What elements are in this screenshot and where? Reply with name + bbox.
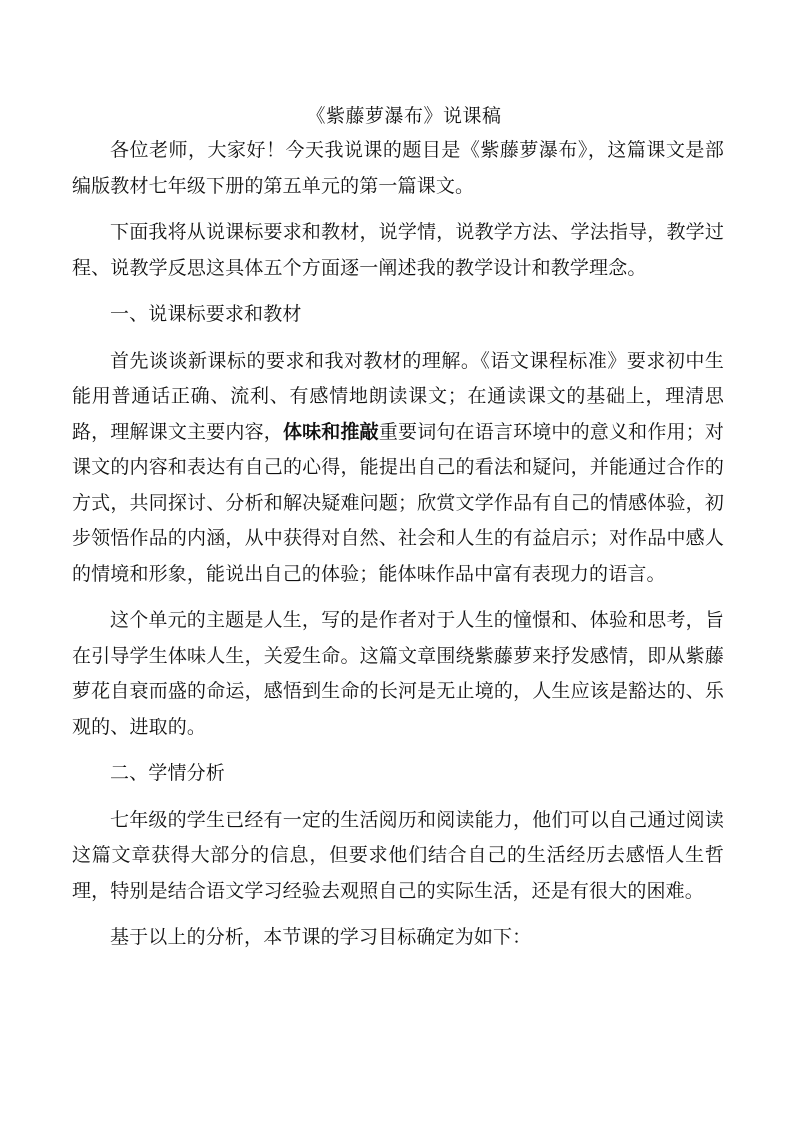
section1-paragraph-1-text-b: 重要词句在语言环境中的意义和作用；对课文的内容和表达有自己的心得，能提出自己的看法和疑问，并能通过合作的方式，共同探讨、分析和解决疑难问题；欣赏文学作品有自己的情感体验，初步领悟作品的内涵，从中获得对自然、社会和人生的有益启示；对作品中感人的情境和形象，能说出自己的体验；能体味作品中富有表现力的语言。 — [72, 420, 724, 585]
document-title: 《紫藤萝瀑布》说课稿 — [306, 105, 502, 127]
section1-paragraph-1-text-a: 首先谈谈新课标的要求和我对教材的理解。《语文课程标准》要求初中生能用普通话正确、流利、有感情地朗读课文；在通读课文的基础上，理清思路，理解课文主要内容， — [72, 349, 724, 443]
section1-paragraph-2: 这个单元的主题是人生，写的是作者对于人生的憧憬和、体验和思考，旨在引导学生体味人生，关爱生命。这篇文章围绕紫藤萝来抒发感情，即从紫藤萝花自衰而盛的命运，感悟到生命的长河是无止境的，人生应该是豁达的、乐观的、进取的。 — [72, 609, 724, 738]
section-heading-2: 二、学情分析 — [110, 762, 225, 784]
section1-paragraph-1 — [72, 344, 724, 593]
section-heading-1: 一、说课标要求和教材 — [110, 303, 302, 325]
section1-paragraph-1-bold-text: 体味和推敲 — [282, 420, 379, 443]
intro-paragraph-2: 下面我将从说课标要求和教材，说学情，说教学方法、学法指导，教学过程、说教学反思这具体五个方面逐一阐述我的教学设计和教学理念。 — [72, 221, 724, 279]
document-body — [72, 104, 724, 967]
section2-paragraph-2: 基于以上的分析，本节课的学习目标确定为如下： — [110, 926, 532, 948]
intro-paragraph-1: 各位老师，大家好！今天我说课的题目是《紫藤萝瀑布》，这篇课文是部编版教材七年级下册的第五单元的第一篇课文。 — [72, 139, 724, 197]
section2-paragraph-1: 七年级的学生已经有一定的生活阅历和阅读能力，他们可以自己通过阅读这篇文章获得大部分的信息，但要求他们结合自己的生活经历去感悟人生哲理，特别是结合语文学习经验去观照自己的实际生活，还是有很大的困难。 — [72, 808, 724, 902]
